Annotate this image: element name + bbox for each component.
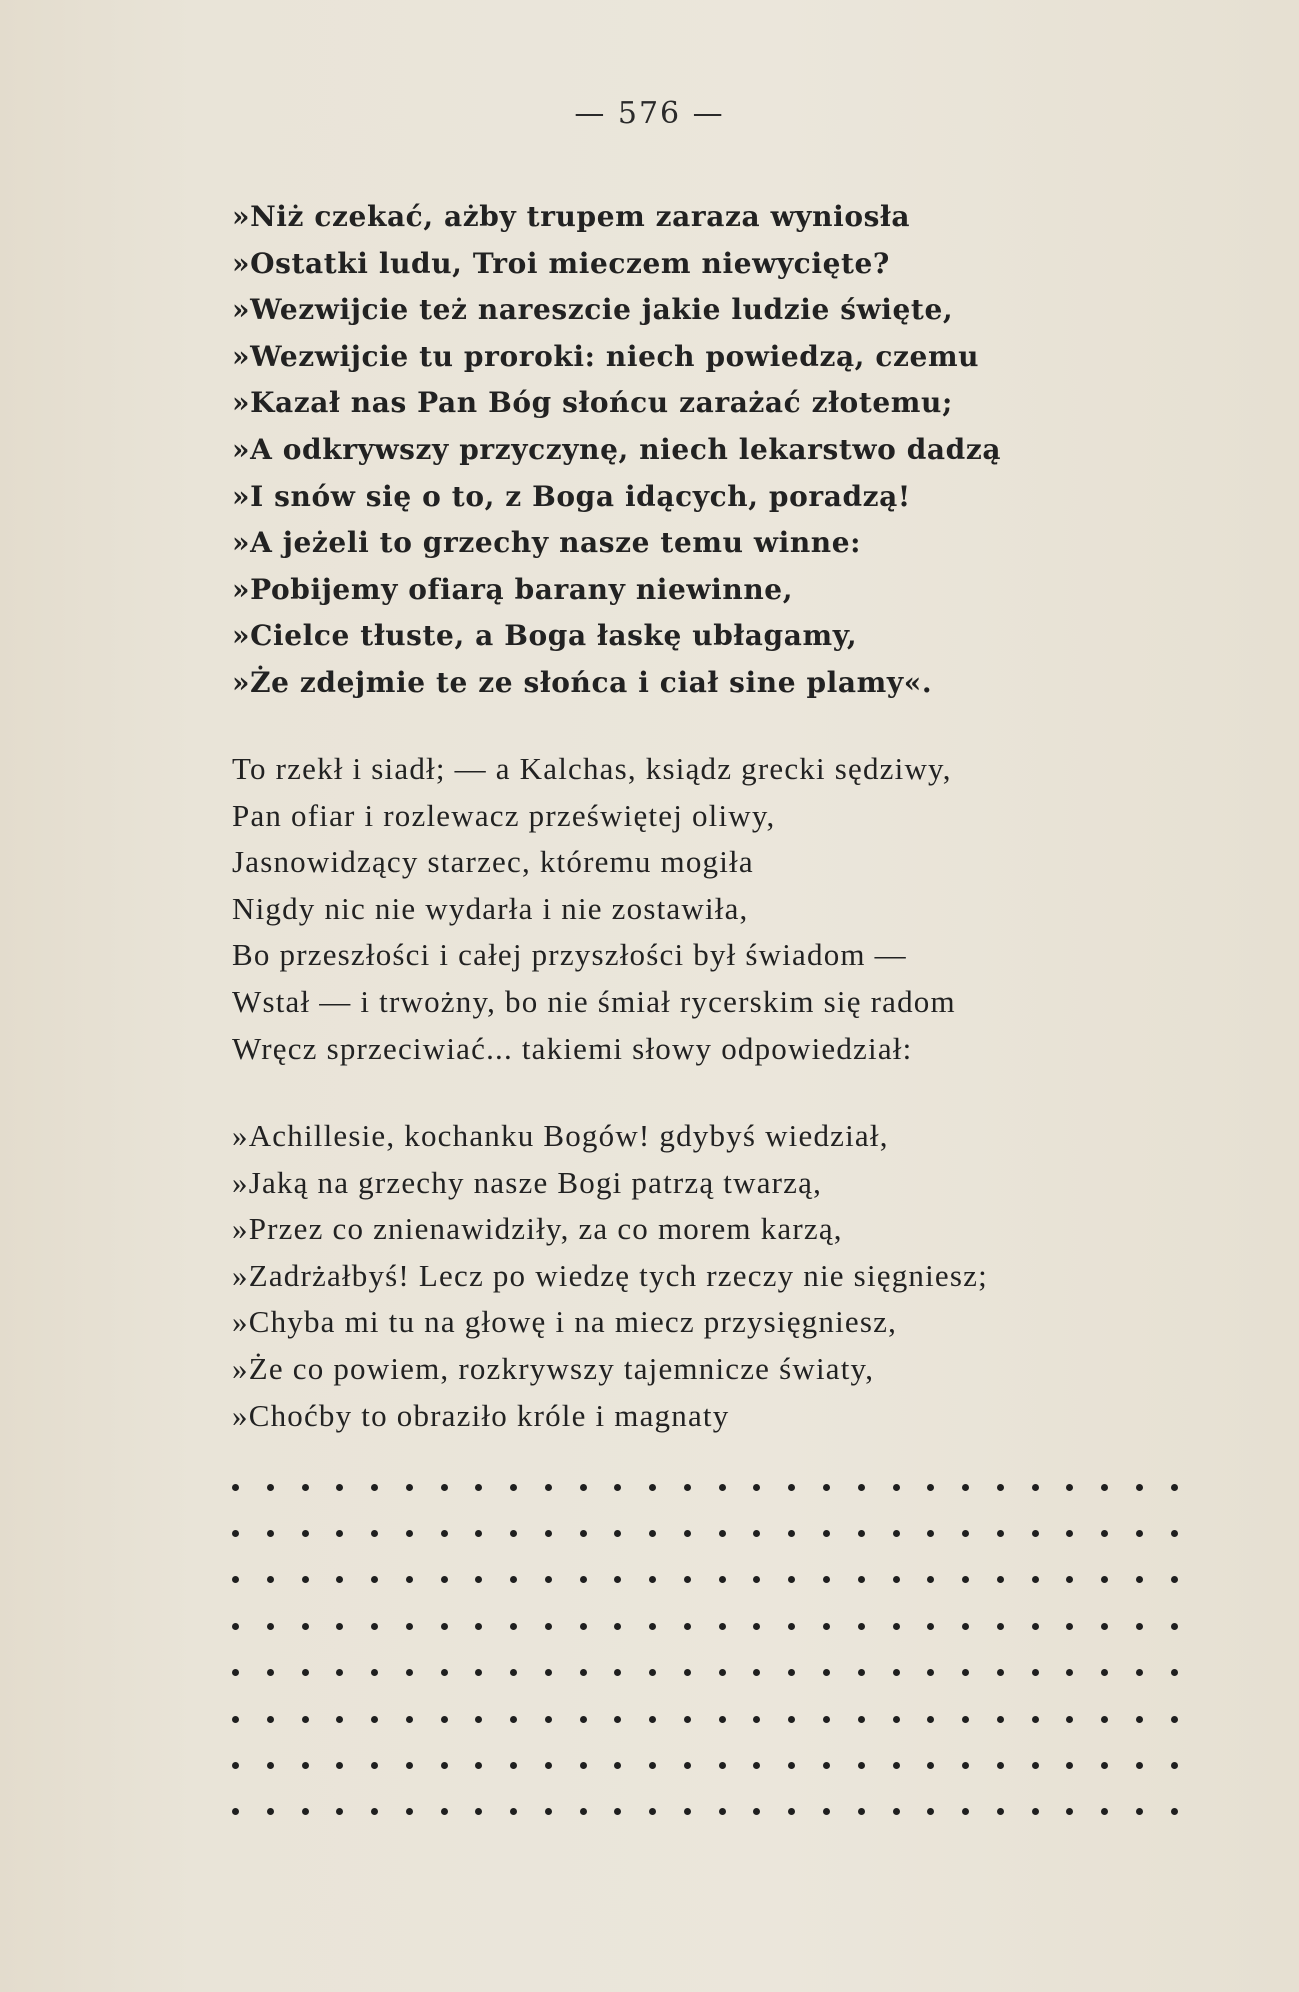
omission-dot <box>510 1623 517 1630</box>
omission-dot <box>719 1484 726 1491</box>
verse-line: »Że co powiem, rozkrywszy tajemnicze światy, <box>232 1350 875 1386</box>
omission-dot <box>371 1530 378 1537</box>
omission-dot <box>441 1484 448 1491</box>
omission-dot <box>545 1808 552 1815</box>
omission-dot <box>788 1808 795 1815</box>
omission-dot <box>406 1762 413 1769</box>
omission-dot <box>406 1576 413 1583</box>
omission-dot <box>232 1669 239 1676</box>
omission-dot <box>580 1762 587 1769</box>
stanza-3 <box>232 1113 1252 1439</box>
omission-dot <box>441 1623 448 1630</box>
omission-dot <box>962 1808 969 1815</box>
omission-dot <box>893 1576 900 1583</box>
omission-dot <box>893 1530 900 1537</box>
omission-dot <box>510 1530 517 1537</box>
verse-line: »Wezwijcie też nareszcie jakie ludzie święte, <box>232 293 954 327</box>
omission-dot <box>962 1576 969 1583</box>
verse-line: »I snów się o to, z Boga idących, poradzą! <box>232 479 911 513</box>
verse-line: »Że zdejmie te ze słońca i ciał sine plamy«. <box>232 665 933 699</box>
verse-line: »Chyba mi tu na głowę i na miecz przysięgniesz, <box>232 1304 898 1340</box>
verse-line: »Cielce tłuste, a Boga łaskę ubłagamy, <box>232 619 858 653</box>
omission-dot <box>1032 1762 1039 1769</box>
verse-line: »Wezwijcie tu proroki: niech powiedzą, czemu <box>232 339 980 373</box>
omission-dot <box>927 1716 934 1723</box>
omission-dot <box>580 1576 587 1583</box>
omission-dot <box>614 1484 621 1491</box>
omission-dot <box>406 1669 413 1676</box>
omission-dot <box>997 1484 1004 1491</box>
omission-dot <box>614 1808 621 1815</box>
omission-dot <box>1066 1623 1073 1630</box>
omission-dot <box>893 1669 900 1676</box>
omission-dot <box>406 1623 413 1630</box>
omission-dot <box>1101 1623 1108 1630</box>
omission-dot <box>753 1669 760 1676</box>
omission-dot <box>336 1808 343 1815</box>
omission-dot <box>371 1484 378 1491</box>
omission-dot <box>475 1716 482 1723</box>
omission-dot <box>788 1669 795 1676</box>
omission-dot <box>1136 1623 1143 1630</box>
omission-dot <box>614 1530 621 1537</box>
verse-line: Nigdy nic nie wydarła i nie zostawiła, <box>232 890 749 926</box>
omission-dot <box>823 1808 830 1815</box>
omission-dot <box>997 1762 1004 1769</box>
omission-dot <box>823 1530 830 1537</box>
omission-dot <box>719 1669 726 1676</box>
omission-dot <box>1032 1576 1039 1583</box>
omission-dot <box>475 1762 482 1769</box>
omission-dot <box>1032 1623 1039 1630</box>
omission-dot <box>1136 1762 1143 1769</box>
omission-dot <box>232 1484 239 1491</box>
omission-dot <box>719 1576 726 1583</box>
omission-dot <box>510 1762 517 1769</box>
omission-dot <box>788 1530 795 1537</box>
omission-dot <box>962 1716 969 1723</box>
omission-dot <box>267 1716 274 1723</box>
verse-line: Pan ofiar i rozlewacz przeświętej oliwy, <box>232 797 776 833</box>
omission-dot <box>1171 1669 1178 1676</box>
omission-dot-row <box>232 1557 1178 1603</box>
omission-dot <box>1171 1576 1178 1583</box>
omission-dot <box>788 1716 795 1723</box>
omission-dot <box>858 1484 865 1491</box>
verse-line: »A jeżeli to grzechy nasze temu winne: <box>232 526 862 560</box>
omission-dot <box>267 1808 274 1815</box>
omission-dot <box>997 1808 1004 1815</box>
omission-dot <box>788 1484 795 1491</box>
omission-dot <box>336 1669 343 1676</box>
omission-dot <box>336 1484 343 1491</box>
omission-dot <box>614 1716 621 1723</box>
omission-dot <box>441 1716 448 1723</box>
omission-dot <box>545 1669 552 1676</box>
omission-dot <box>614 1762 621 1769</box>
verse-line: Wręcz sprzeciwiać... takiemi słowy odpowiedział: <box>232 1030 913 1066</box>
omission-dot <box>510 1808 517 1815</box>
omission-dot <box>858 1808 865 1815</box>
omission-dot <box>858 1716 865 1723</box>
omission-dot <box>1101 1530 1108 1537</box>
verse-line: Jasnowidzący starzec, któremu mogiła <box>232 844 754 880</box>
omission-dot <box>1066 1484 1073 1491</box>
omission-dot <box>684 1530 691 1537</box>
omission-dot <box>1032 1716 1039 1723</box>
omission-dot <box>232 1576 239 1583</box>
omission-dot-row <box>232 1464 1178 1510</box>
omission-dots <box>232 1464 1252 1835</box>
omission-dot <box>753 1762 760 1769</box>
omission-dot <box>893 1716 900 1723</box>
omission-dot <box>232 1762 239 1769</box>
omission-dot <box>406 1530 413 1537</box>
omission-dot <box>371 1669 378 1676</box>
omission-dot <box>893 1623 900 1630</box>
omission-dot <box>510 1716 517 1723</box>
omission-dot <box>614 1669 621 1676</box>
omission-dot <box>336 1716 343 1723</box>
omission-dot <box>1171 1484 1178 1491</box>
omission-dot <box>1066 1716 1073 1723</box>
omission-dot <box>753 1576 760 1583</box>
omission-dot <box>684 1669 691 1676</box>
omission-dot <box>441 1576 448 1583</box>
omission-dot <box>371 1623 378 1630</box>
omission-dot <box>684 1716 691 1723</box>
omission-dot <box>1101 1716 1108 1723</box>
omission-dot <box>927 1762 934 1769</box>
omission-dot <box>893 1762 900 1769</box>
omission-dot <box>684 1576 691 1583</box>
omission-dot <box>1066 1762 1073 1769</box>
omission-dot <box>858 1530 865 1537</box>
omission-dot <box>1101 1762 1108 1769</box>
omission-dot <box>1171 1762 1178 1769</box>
omission-dot <box>788 1762 795 1769</box>
omission-dot <box>823 1762 830 1769</box>
omission-dot <box>823 1669 830 1676</box>
omission-dot <box>649 1623 656 1630</box>
omission-dot <box>1066 1530 1073 1537</box>
omission-dot <box>614 1576 621 1583</box>
omission-dot <box>1136 1669 1143 1676</box>
omission-dot-row <box>232 1742 1178 1788</box>
stanza-2 <box>232 746 1252 1072</box>
omission-dot <box>684 1762 691 1769</box>
omission-dot <box>997 1669 1004 1676</box>
omission-dot-row <box>232 1603 1178 1649</box>
omission-dot <box>302 1669 309 1676</box>
verse-line: »Jaką na grzechy nasze Bogi patrzą twarzą, <box>232 1164 823 1200</box>
verse-line: »Pobijemy ofiarą barany niewinne, <box>232 572 794 606</box>
omission-dot <box>302 1623 309 1630</box>
omission-dot <box>649 1716 656 1723</box>
omission-dot <box>893 1808 900 1815</box>
omission-dot <box>510 1576 517 1583</box>
omission-dot <box>753 1530 760 1537</box>
omission-dot <box>302 1716 309 1723</box>
omission-dot <box>684 1623 691 1630</box>
omission-dot <box>475 1623 482 1630</box>
omission-dot <box>684 1808 691 1815</box>
omission-dot <box>823 1576 830 1583</box>
omission-dot <box>962 1530 969 1537</box>
omission-dot <box>649 1808 656 1815</box>
omission-dot <box>649 1530 656 1537</box>
omission-dot-row <box>232 1789 1178 1835</box>
omission-dot <box>649 1669 656 1676</box>
omission-dot <box>927 1808 934 1815</box>
omission-dot <box>441 1669 448 1676</box>
omission-dot <box>336 1530 343 1537</box>
omission-dot <box>475 1530 482 1537</box>
omission-dot <box>302 1808 309 1815</box>
omission-dot <box>753 1484 760 1491</box>
omission-dot <box>441 1530 448 1537</box>
omission-dot <box>927 1576 934 1583</box>
omission-dot <box>719 1808 726 1815</box>
omission-dot <box>406 1808 413 1815</box>
omission-dot <box>475 1808 482 1815</box>
omission-dot <box>1066 1669 1073 1676</box>
omission-dot <box>580 1716 587 1723</box>
omission-dot <box>719 1762 726 1769</box>
omission-dot-row <box>232 1696 1178 1742</box>
verse-line: »Ostatki ludu, Troi mieczem niewycięte? <box>232 246 890 280</box>
omission-dot <box>753 1623 760 1630</box>
omission-dot <box>684 1484 691 1491</box>
omission-dot <box>1066 1576 1073 1583</box>
omission-dot <box>441 1808 448 1815</box>
omission-dot-row <box>232 1510 1178 1556</box>
omission-dot <box>1136 1576 1143 1583</box>
omission-dot <box>580 1484 587 1491</box>
omission-dot <box>580 1808 587 1815</box>
stanza-1 <box>232 194 1252 707</box>
omission-dot <box>788 1576 795 1583</box>
omission-dot <box>1066 1808 1073 1815</box>
omission-dot <box>267 1669 274 1676</box>
omission-dot <box>267 1484 274 1491</box>
omission-dot <box>962 1484 969 1491</box>
omission-dot <box>997 1716 1004 1723</box>
omission-dot <box>1136 1484 1143 1491</box>
omission-dot <box>1032 1669 1039 1676</box>
omission-dot <box>475 1484 482 1491</box>
omission-dot <box>1136 1530 1143 1537</box>
omission-dot <box>823 1716 830 1723</box>
omission-dot <box>1101 1484 1108 1491</box>
omission-dot <box>302 1484 309 1491</box>
omission-dot <box>371 1762 378 1769</box>
omission-dot <box>997 1576 1004 1583</box>
omission-dot <box>302 1576 309 1583</box>
omission-dot <box>649 1484 656 1491</box>
omission-dot <box>649 1762 656 1769</box>
verse-line: »A odkrywszy przyczynę, niech lekarstwo dadzą <box>232 432 1002 466</box>
omission-dot <box>927 1484 934 1491</box>
verse-line: Wstał — i trwożny, bo nie śmiał rycerskim się radom <box>232 983 956 1019</box>
omission-dot <box>858 1623 865 1630</box>
verse-line: To rzekł i siadł; — a Kalchas, ksiądz grecki sędziwy, <box>232 751 952 786</box>
omission-dot <box>545 1623 552 1630</box>
omission-dot <box>719 1530 726 1537</box>
omission-dot <box>232 1716 239 1723</box>
omission-dot <box>1136 1808 1143 1815</box>
omission-dot <box>371 1576 378 1583</box>
omission-dot <box>962 1762 969 1769</box>
omission-dot <box>753 1716 760 1723</box>
verse-line: »Niż czekać, ażby trupem zaraza wyniosła <box>232 200 911 233</box>
omission-dot <box>962 1669 969 1676</box>
omission-dot <box>267 1530 274 1537</box>
omission-dot <box>336 1762 343 1769</box>
omission-dot <box>336 1576 343 1583</box>
omission-dot <box>267 1762 274 1769</box>
omission-dot <box>823 1484 830 1491</box>
omission-dot <box>232 1808 239 1815</box>
omission-dot <box>580 1669 587 1676</box>
omission-dot <box>1171 1530 1178 1537</box>
omission-dot <box>719 1716 726 1723</box>
omission-dot <box>1032 1484 1039 1491</box>
omission-dot <box>302 1530 309 1537</box>
omission-dot <box>545 1484 552 1491</box>
omission-dot <box>1032 1530 1039 1537</box>
omission-dot <box>1171 1623 1178 1630</box>
omission-dot <box>788 1623 795 1630</box>
omission-dot <box>510 1484 517 1491</box>
omission-dot <box>997 1623 1004 1630</box>
verse-line: »Zadrżałbyś! Lecz po wiedzę tych rzeczy nie sięgniesz; <box>232 1257 988 1293</box>
omission-dot <box>406 1716 413 1723</box>
omission-dot <box>267 1623 274 1630</box>
omission-dot <box>545 1576 552 1583</box>
omission-dot <box>649 1576 656 1583</box>
omission-dot <box>858 1576 865 1583</box>
omission-dot-row <box>232 1650 1178 1696</box>
omission-dot <box>336 1623 343 1630</box>
omission-dot <box>232 1530 239 1537</box>
omission-dot <box>371 1716 378 1723</box>
omission-dot <box>927 1623 934 1630</box>
omission-dot <box>858 1669 865 1676</box>
verse-line: »Choćby to obraziło króle i magnaty <box>232 1397 730 1433</box>
omission-dot <box>962 1623 969 1630</box>
omission-dot <box>927 1669 934 1676</box>
omission-dot <box>1171 1808 1178 1815</box>
omission-dot <box>1101 1669 1108 1676</box>
omission-dot <box>614 1623 621 1630</box>
omission-dot <box>475 1669 482 1676</box>
omission-dot <box>232 1623 239 1630</box>
omission-dot <box>753 1808 760 1815</box>
verse-line: Bo przeszłości i całej przyszłości był świadom — <box>232 937 907 973</box>
omission-dot <box>997 1530 1004 1537</box>
omission-dot <box>893 1484 900 1491</box>
omission-dot <box>1032 1808 1039 1815</box>
omission-dot <box>858 1762 865 1769</box>
omission-dot <box>927 1530 934 1537</box>
omission-dot <box>1136 1716 1143 1723</box>
omission-dot <box>823 1623 830 1630</box>
omission-dot <box>545 1716 552 1723</box>
verse-line: »Kazał nas Pan Bóg słońcu zarażać złotemu; <box>232 386 953 420</box>
omission-dot <box>545 1530 552 1537</box>
omission-dot <box>510 1669 517 1676</box>
omission-dot <box>371 1808 378 1815</box>
omission-dot <box>580 1530 587 1537</box>
omission-dot <box>406 1484 413 1491</box>
omission-dot <box>719 1623 726 1630</box>
omission-dot <box>580 1623 587 1630</box>
page-number: — 576 — <box>574 96 725 131</box>
omission-dot <box>1101 1576 1108 1583</box>
omission-dot <box>1171 1716 1178 1723</box>
omission-dot <box>302 1762 309 1769</box>
omission-dot <box>545 1762 552 1769</box>
omission-dot <box>1101 1808 1108 1815</box>
omission-dot <box>475 1576 482 1583</box>
verse-line: »Achillesie, kochanku Bogów! gdybyś wiedział, <box>232 1118 889 1153</box>
verse-line: »Przez co znienawidziły, za co morem karzą, <box>232 1211 843 1247</box>
omission-dot <box>267 1576 274 1583</box>
omission-dot <box>441 1762 448 1769</box>
